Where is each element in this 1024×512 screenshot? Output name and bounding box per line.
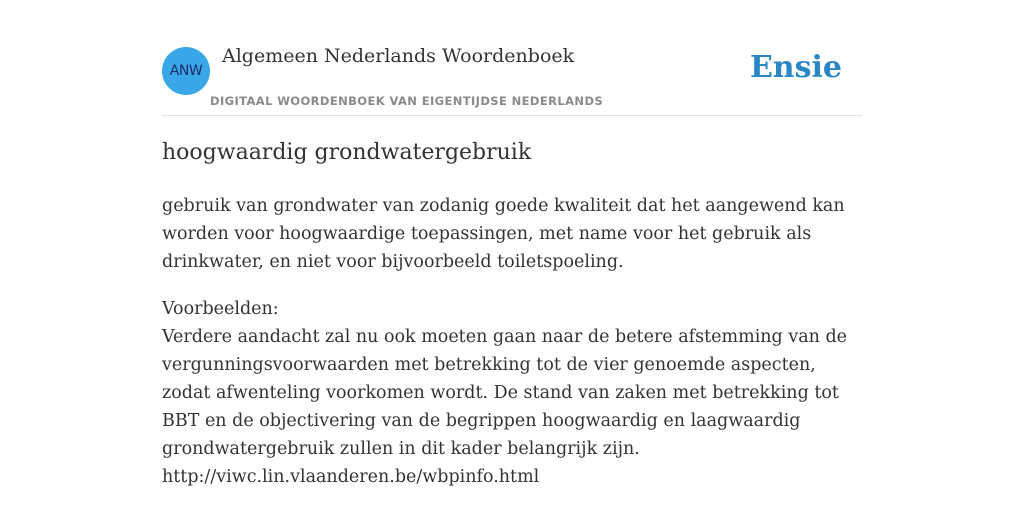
example-text: Verdere aandacht zal nu ook moeten gaan naar de betere afstemming van de vergunningsvoorwaarden met betrekking tot de vier genoemde aspecten, zodat afwenteling voorkomen wordt. De stand van zaken met betrekking tot BBT en de objectivering van de begrippen hoogwaardig en laagwaardig grondwatergebruik zullen in dit kader belangrijk zijn. bbox=[162, 327, 848, 459]
logo-text: ANW bbox=[169, 63, 203, 79]
anw-logo[interactable] bbox=[162, 47, 210, 95]
examples-section bbox=[162, 295, 862, 491]
dictionary-subtitle: DIGITAAL WOORDENBOEK VAN EIGENTIJDSE NEDERLANDS bbox=[210, 94, 604, 108]
entry-definition: gebruik van grondwater van zodanig goede kwaliteit dat het aangewend kan worden voor hoogwaardige toepassingen, met name voor het gebruik als drinkwater, en niet voor bijvoorbeeld toiletspoeling. bbox=[162, 196, 845, 272]
header-divider bbox=[162, 115, 862, 116]
examples-label: Voorbeelden: bbox=[162, 299, 279, 319]
dictionary-title[interactable]: Algemeen Nederlands Woordenboek bbox=[222, 45, 575, 67]
ensie-brand-logo[interactable]: Ensie bbox=[749, 50, 842, 85]
source-link[interactable]: http://viwc.lin.vlaanderen.be/wbpinfo.html bbox=[162, 467, 540, 487]
entry-term: hoogwaardig grondwatergebruik bbox=[162, 140, 532, 165]
